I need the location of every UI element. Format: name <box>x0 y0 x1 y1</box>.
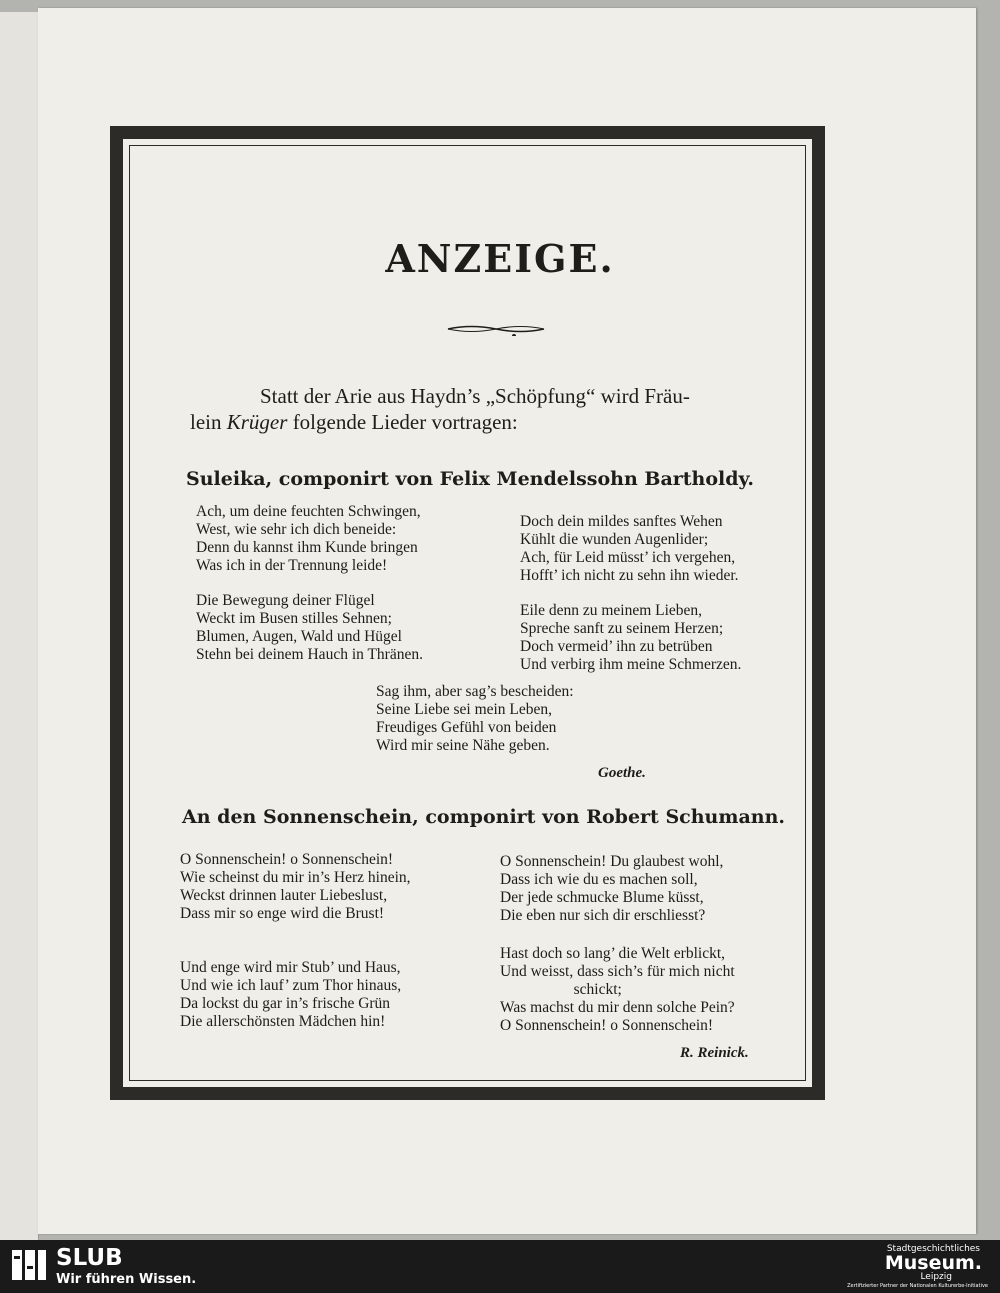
intro-line-2-start: lein <box>190 410 227 434</box>
verse-line: Eile denn zu meinem Lieben, <box>520 602 703 619</box>
verse-line: Dass mir so enge wird die Brust! <box>180 905 385 922</box>
song1-heading: Suleika, componirt von Felix Mendelssohn Bartholdy. <box>186 468 755 490</box>
intro-line-2 <box>190 409 830 435</box>
verse-line: Da lockst du gar in’s frische Grün <box>180 995 391 1012</box>
intro-line-2-end: folgende Lieder vortragen: <box>287 410 518 434</box>
verse-line: Seine Liebe sei mein Leben, <box>376 701 553 718</box>
previous-page-edge <box>0 12 39 1240</box>
museum-city: Leipzig <box>920 1272 952 1282</box>
verse-line: Ach, für Leid müsst’ ich vergehen, <box>520 549 736 566</box>
verse-line: Freudiges Gefühl von beiden <box>376 719 557 736</box>
verse-line: Wird mir seine Nähe geben. <box>376 737 550 754</box>
song1-center-stanza <box>376 683 574 755</box>
verse-gap <box>180 923 411 941</box>
verse-gap <box>196 575 423 592</box>
verse-line: O Sonnenschein! o Sonnenschein! <box>500 1017 714 1034</box>
verse-line: Denn du kannst ihm Kunde bringen <box>196 539 418 556</box>
verse-line: Blumen, Augen, Wald und Hügel <box>196 628 402 645</box>
verse-gap <box>180 941 411 959</box>
verse-line: Weckt im Busen stilles Sehnen; <box>196 610 392 627</box>
verse-line: O Sonnenschein! o Sonnenschein! <box>180 851 394 868</box>
verse-line: Sag ihm, aber sag’s bescheiden: <box>376 683 574 700</box>
verse-line: Was ich in der Trennung leide! <box>196 557 388 574</box>
verse-line: Weckst drinnen lauter Liebeslust, <box>180 887 388 904</box>
verse-line: Und wie ich lauf’ zum Thor hinaus, <box>180 977 402 994</box>
song2-heading: An den Sonnenschein, componirt von Robert Schumann. <box>182 806 786 828</box>
verse-line: O Sonnenschein! Du glaubest wohl, <box>500 853 724 870</box>
verse-line: schickt; <box>500 981 622 998</box>
song2-left-column <box>180 851 411 1031</box>
intro-line-1: Statt der Arie aus Haydn’s „Schöpfung“ wird Fräu- <box>260 384 690 408</box>
museum-name[interactable]: Museum. <box>884 1252 982 1274</box>
slub-logo-icon[interactable] <box>10 1246 48 1284</box>
verse-line: Wie scheinst du mir in’s Herz hinein, <box>180 869 411 886</box>
verse-line: Und enge wird mir Stub’ und Haus, <box>180 959 401 976</box>
verse-line: Die eben nur sich dir erschliesst? <box>500 907 706 924</box>
verse-line: Der jede schmucke Blume küsst, <box>500 889 704 906</box>
verse-line: Hast doch so lang’ die Welt erblickt, <box>500 945 726 962</box>
song1-left-column <box>196 503 423 664</box>
slub-name[interactable]: SLUB <box>56 1245 123 1271</box>
verse-line: Doch vermeid’ ihn zu betrüben <box>520 638 713 655</box>
title-ornament-icon <box>446 322 546 336</box>
museum-note: Zertifizierter Partner der Nationalen Kulturerbe-Initiative <box>847 1283 988 1289</box>
verse-gap <box>500 925 735 945</box>
song2-author: R. Reinick. <box>680 1045 749 1061</box>
verse-line: Hofft’ ich nicht zu sehn ihn wieder. <box>520 567 739 584</box>
intro-paragraph <box>190 383 830 435</box>
verse-line: West, wie sehr ich dich beneide: <box>196 521 397 538</box>
verse-line: Dass ich wie du es machen soll, <box>500 871 698 888</box>
verse-line: Spreche sanft zu seinem Herzen; <box>520 620 724 637</box>
verse-line: Doch dein mildes sanftes Wehen <box>520 513 723 530</box>
verse-line: Und weisst, dass sich’s für mich nicht <box>500 963 735 980</box>
verse-line: Was machst du mir denn solche Pein? <box>500 999 735 1016</box>
verse-line: Stehn bei deinem Hauch in Thränen. <box>196 646 423 663</box>
song2-right-column <box>500 853 735 1035</box>
footer-bar <box>0 1240 1000 1293</box>
museum-prefix: Stadtgeschichtliches <box>886 1244 980 1254</box>
slub-tagline: Wir führen Wissen. <box>56 1272 197 1287</box>
verse-line: Und verbirg ihm meine Schmerzen. <box>520 656 742 673</box>
song1-right-column <box>520 513 741 674</box>
verse-line: Die Bewegung deiner Flügel <box>196 592 375 609</box>
verse-gap <box>520 585 741 602</box>
page-title: ANZEIGE. <box>385 236 615 281</box>
song1-author: Goethe. <box>598 765 646 781</box>
verse-line: Die allerschönsten Mädchen hin! <box>180 1013 386 1030</box>
verse-line: Kühlt die wunden Augenlider; <box>520 531 709 548</box>
verse-line: Ach, um deine feuchten Schwingen, <box>196 503 421 520</box>
singer-name: Krüger <box>226 410 288 434</box>
